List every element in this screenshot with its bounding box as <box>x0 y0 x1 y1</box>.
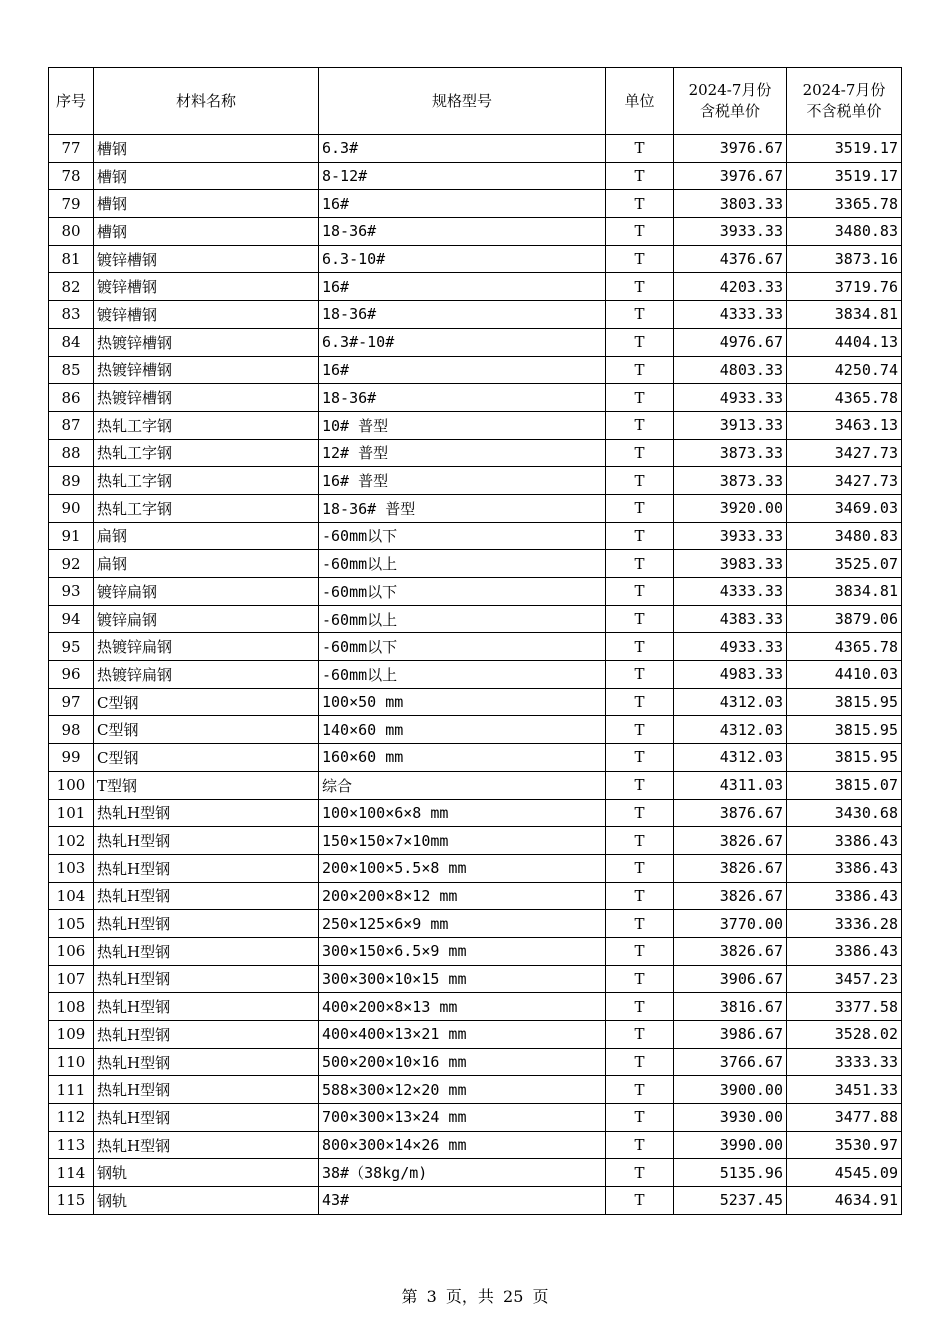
cell-seq: 100 <box>49 771 94 799</box>
cell-price-without-tax: 3530.97 <box>787 1131 902 1159</box>
cell-spec: -60mm以上 <box>319 550 606 578</box>
table-row <box>49 993 902 1021</box>
cell-price-with-tax: 4933.33 <box>674 384 787 412</box>
cell-spec: 160×60 mm <box>319 744 606 772</box>
cell-material-name: 热轧H型钢 <box>94 799 319 827</box>
cell-spec: 140×60 mm <box>319 716 606 744</box>
cell-spec: 8-12# <box>319 162 606 190</box>
cell-unit: T <box>606 1104 674 1132</box>
cell-price-with-tax: 3770.00 <box>674 910 787 938</box>
cell-material-name: T型钢 <box>94 771 319 799</box>
cell-seq: 90 <box>49 494 94 522</box>
header-material-name: 材料名称 <box>94 68 319 135</box>
cell-price-with-tax: 4312.03 <box>674 744 787 772</box>
cell-unit: T <box>606 827 674 855</box>
cell-spec: 18-36# <box>319 301 606 329</box>
cell-seq: 110 <box>49 1048 94 1076</box>
cell-price-with-tax: 5135.96 <box>674 1159 787 1187</box>
cell-price-with-tax: 3933.33 <box>674 218 787 246</box>
cell-unit: T <box>606 218 674 246</box>
header-seq: 序号 <box>49 68 94 135</box>
cell-price-without-tax: 3873.16 <box>787 245 902 273</box>
cell-seq: 108 <box>49 993 94 1021</box>
table-row <box>49 633 902 661</box>
table-row <box>49 744 902 772</box>
cell-material-name: 热镀锌扁钢 <box>94 633 319 661</box>
table-row <box>49 1021 902 1049</box>
cell-unit: T <box>606 162 674 190</box>
table-row <box>49 1076 902 1104</box>
cell-unit: T <box>606 965 674 993</box>
table-row <box>49 965 902 993</box>
cell-price-with-tax: 4312.03 <box>674 716 787 744</box>
cell-material-name: 热轧工字钢 <box>94 439 319 467</box>
table-row <box>49 411 902 439</box>
cell-seq: 93 <box>49 578 94 606</box>
cell-spec: 200×100×5.5×8 mm <box>319 854 606 882</box>
cell-price-with-tax: 3816.67 <box>674 993 787 1021</box>
table-row <box>49 550 902 578</box>
cell-spec: 6.3#-10# <box>319 328 606 356</box>
cell-price-with-tax: 4983.33 <box>674 661 787 689</box>
cell-unit: T <box>606 605 674 633</box>
table-row <box>49 661 902 689</box>
cell-spec: 400×400×13×21 mm <box>319 1021 606 1049</box>
cell-price-with-tax: 3876.67 <box>674 799 787 827</box>
cell-seq: 114 <box>49 1159 94 1187</box>
cell-unit: T <box>606 439 674 467</box>
cell-unit: T <box>606 190 674 218</box>
cell-spec: -60mm以下 <box>319 633 606 661</box>
cell-spec: -60mm以下 <box>319 522 606 550</box>
cell-unit: T <box>606 1131 674 1159</box>
cell-price-without-tax: 3463.13 <box>787 411 902 439</box>
table-row <box>49 301 902 329</box>
cell-price-without-tax: 3427.73 <box>787 467 902 495</box>
cell-seq: 106 <box>49 937 94 965</box>
cell-material-name: 热轧H型钢 <box>94 882 319 910</box>
cell-material-name: 槽钢 <box>94 218 319 246</box>
cell-price-without-tax: 3386.43 <box>787 827 902 855</box>
cell-price-without-tax: 3336.28 <box>787 910 902 938</box>
cell-price-with-tax: 3873.33 <box>674 467 787 495</box>
cell-price-without-tax: 3386.43 <box>787 854 902 882</box>
cell-price-without-tax: 4250.74 <box>787 356 902 384</box>
cell-spec: 18-36# 普型 <box>319 494 606 522</box>
cell-unit: T <box>606 688 674 716</box>
cell-spec: 16# <box>319 190 606 218</box>
table-row <box>49 827 902 855</box>
cell-price-with-tax: 3930.00 <box>674 1104 787 1132</box>
cell-price-without-tax: 4545.09 <box>787 1159 902 1187</box>
cell-seq: 82 <box>49 273 94 301</box>
cell-unit: T <box>606 937 674 965</box>
cell-material-name: 热镀锌槽钢 <box>94 384 319 412</box>
cell-seq: 89 <box>49 467 94 495</box>
cell-material-name: 热轧工字钢 <box>94 467 319 495</box>
table-row <box>49 328 902 356</box>
cell-spec: 200×200×8×12 mm <box>319 882 606 910</box>
cell-spec: -60mm以下 <box>319 578 606 606</box>
table-row <box>49 1131 902 1159</box>
cell-seq: 84 <box>49 328 94 356</box>
cell-seq: 81 <box>49 245 94 273</box>
cell-price-without-tax: 3519.17 <box>787 162 902 190</box>
table-row <box>49 384 902 412</box>
cell-price-without-tax: 3879.06 <box>787 605 902 633</box>
table-row <box>49 273 902 301</box>
cell-seq: 104 <box>49 882 94 910</box>
cell-unit: T <box>606 494 674 522</box>
cell-seq: 102 <box>49 827 94 855</box>
cell-price-with-tax: 3913.33 <box>674 411 787 439</box>
table-row <box>49 605 902 633</box>
header-spec: 规格型号 <box>319 68 606 135</box>
cell-price-without-tax: 3525.07 <box>787 550 902 578</box>
cell-price-without-tax: 4634.91 <box>787 1187 902 1215</box>
cell-seq: 94 <box>49 605 94 633</box>
cell-price-with-tax: 4203.33 <box>674 273 787 301</box>
cell-material-name: 槽钢 <box>94 190 319 218</box>
table-row <box>49 190 902 218</box>
cell-spec: 18-36# <box>319 218 606 246</box>
cell-price-with-tax: 3920.00 <box>674 494 787 522</box>
cell-material-name: 镀锌槽钢 <box>94 273 319 301</box>
table-row <box>49 522 902 550</box>
cell-price-with-tax: 4803.33 <box>674 356 787 384</box>
cell-unit: T <box>606 1159 674 1187</box>
cell-unit: T <box>606 578 674 606</box>
cell-spec: 300×150×6.5×9 mm <box>319 937 606 965</box>
page-prefix: 第 <box>401 1287 418 1306</box>
cell-spec: 700×300×13×24 mm <box>319 1104 606 1132</box>
cell-price-with-tax: 3826.67 <box>674 827 787 855</box>
cell-price-without-tax: 3386.43 <box>787 882 902 910</box>
page-suffix: 页 <box>532 1287 549 1306</box>
cell-price-without-tax: 3477.88 <box>787 1104 902 1132</box>
cell-material-name: 热镀锌槽钢 <box>94 328 319 356</box>
table-body <box>49 135 902 1215</box>
cell-seq: 80 <box>49 218 94 246</box>
cell-unit: T <box>606 661 674 689</box>
table-row <box>49 135 902 163</box>
cell-material-name: C型钢 <box>94 744 319 772</box>
cell-material-name: 热轧工字钢 <box>94 494 319 522</box>
cell-spec: 250×125×6×9 mm <box>319 910 606 938</box>
cell-material-name: 槽钢 <box>94 162 319 190</box>
cell-price-with-tax: 4312.03 <box>674 688 787 716</box>
table-row <box>49 1104 902 1132</box>
cell-spec: 100×100×6×8 mm <box>319 799 606 827</box>
table-row <box>49 937 902 965</box>
cell-spec: 6.3-10# <box>319 245 606 273</box>
cell-seq: 112 <box>49 1104 94 1132</box>
cell-material-name: 热轧H型钢 <box>94 910 319 938</box>
table-row <box>49 771 902 799</box>
header-price-without-tax-period: 2024-7月份 <box>802 81 886 99</box>
cell-unit: T <box>606 633 674 661</box>
cell-price-without-tax: 3333.33 <box>787 1048 902 1076</box>
cell-unit: T <box>606 135 674 163</box>
cell-price-with-tax: 3906.67 <box>674 965 787 993</box>
cell-price-without-tax: 3815.07 <box>787 771 902 799</box>
cell-material-name: 热轧H型钢 <box>94 1048 319 1076</box>
cell-seq: 85 <box>49 356 94 384</box>
table-row <box>49 1187 902 1215</box>
cell-price-with-tax: 3826.67 <box>674 854 787 882</box>
page-total: 25 <box>503 1287 524 1306</box>
cell-price-without-tax: 3386.43 <box>787 937 902 965</box>
cell-material-name: 槽钢 <box>94 135 319 163</box>
table-row <box>49 716 902 744</box>
cell-unit: T <box>606 550 674 578</box>
cell-price-without-tax: 3815.95 <box>787 744 902 772</box>
cell-price-without-tax: 4365.78 <box>787 384 902 412</box>
cell-unit: T <box>606 744 674 772</box>
cell-material-name: 热轧H型钢 <box>94 965 319 993</box>
cell-seq: 115 <box>49 1187 94 1215</box>
header-unit: 单位 <box>606 68 674 135</box>
table-row <box>49 910 902 938</box>
cell-material-name: C型钢 <box>94 688 319 716</box>
cell-unit: T <box>606 910 674 938</box>
cell-price-without-tax: 3834.81 <box>787 578 902 606</box>
cell-price-with-tax: 3983.33 <box>674 550 787 578</box>
header-price-with-tax-period: 2024-7月份 <box>688 81 772 99</box>
cell-material-name: 热轧H型钢 <box>94 993 319 1021</box>
cell-seq: 111 <box>49 1076 94 1104</box>
cell-spec: 12# 普型 <box>319 439 606 467</box>
cell-seq: 98 <box>49 716 94 744</box>
cell-price-with-tax: 4383.33 <box>674 605 787 633</box>
cell-price-without-tax: 3480.83 <box>787 218 902 246</box>
cell-price-without-tax: 4404.13 <box>787 328 902 356</box>
cell-seq: 107 <box>49 965 94 993</box>
cell-material-name: 热轧H型钢 <box>94 854 319 882</box>
cell-seq: 99 <box>49 744 94 772</box>
cell-price-with-tax: 3976.67 <box>674 162 787 190</box>
cell-material-name: 镀锌扁钢 <box>94 578 319 606</box>
cell-unit: T <box>606 467 674 495</box>
cell-price-without-tax: 3480.83 <box>787 522 902 550</box>
cell-price-with-tax: 3766.67 <box>674 1048 787 1076</box>
cell-material-name: 扁钢 <box>94 522 319 550</box>
page-mid: 页，共 <box>445 1287 494 1306</box>
cell-unit: T <box>606 273 674 301</box>
table-row <box>49 799 902 827</box>
cell-seq: 87 <box>49 411 94 439</box>
table-row <box>49 245 902 273</box>
table-row <box>49 688 902 716</box>
cell-seq: 91 <box>49 522 94 550</box>
cell-spec: -60mm以上 <box>319 605 606 633</box>
cell-unit: T <box>606 1048 674 1076</box>
cell-material-name: 钢轨 <box>94 1187 319 1215</box>
cell-price-with-tax: 3803.33 <box>674 190 787 218</box>
header-price-with-tax <box>674 68 787 135</box>
cell-unit: T <box>606 1187 674 1215</box>
price-table <box>48 67 902 1215</box>
cell-spec: 16# <box>319 356 606 384</box>
cell-price-without-tax: 3815.95 <box>787 688 902 716</box>
cell-unit: T <box>606 882 674 910</box>
cell-spec: 43# <box>319 1187 606 1215</box>
cell-material-name: 扁钢 <box>94 550 319 578</box>
table-row <box>49 218 902 246</box>
header-price-without-tax-label: 不含税单价 <box>806 102 882 120</box>
cell-price-without-tax: 3469.03 <box>787 494 902 522</box>
cell-seq: 105 <box>49 910 94 938</box>
cell-price-with-tax: 3826.67 <box>674 937 787 965</box>
cell-material-name: 热轧H型钢 <box>94 1104 319 1132</box>
cell-unit: T <box>606 854 674 882</box>
cell-seq: 113 <box>49 1131 94 1159</box>
table-row <box>49 494 902 522</box>
cell-unit: T <box>606 1021 674 1049</box>
cell-spec: 400×200×8×13 mm <box>319 993 606 1021</box>
cell-spec: 综合 <box>319 771 606 799</box>
cell-unit: T <box>606 799 674 827</box>
cell-material-name: 热轧H型钢 <box>94 827 319 855</box>
cell-material-name: 热轧H型钢 <box>94 1076 319 1104</box>
cell-price-without-tax: 3427.73 <box>787 439 902 467</box>
cell-price-without-tax: 3457.23 <box>787 965 902 993</box>
cell-unit: T <box>606 328 674 356</box>
cell-price-with-tax: 3900.00 <box>674 1076 787 1104</box>
cell-seq: 101 <box>49 799 94 827</box>
table-row <box>49 467 902 495</box>
cell-price-without-tax: 3430.68 <box>787 799 902 827</box>
cell-material-name: 热镀锌槽钢 <box>94 356 319 384</box>
cell-seq: 97 <box>49 688 94 716</box>
table-row <box>49 1048 902 1076</box>
cell-spec: -60mm以上 <box>319 661 606 689</box>
cell-spec: 10# 普型 <box>319 411 606 439</box>
cell-unit: T <box>606 771 674 799</box>
cell-seq: 95 <box>49 633 94 661</box>
cell-spec: 6.3# <box>319 135 606 163</box>
cell-unit: T <box>606 384 674 412</box>
cell-spec: 18-36# <box>319 384 606 412</box>
cell-seq: 77 <box>49 135 94 163</box>
table-header-row <box>49 68 902 135</box>
cell-price-without-tax: 4410.03 <box>787 661 902 689</box>
cell-price-with-tax: 4933.33 <box>674 633 787 661</box>
cell-price-with-tax: 3986.67 <box>674 1021 787 1049</box>
cell-material-name: 镀锌槽钢 <box>94 301 319 329</box>
cell-material-name: 钢轨 <box>94 1159 319 1187</box>
cell-price-without-tax: 3815.95 <box>787 716 902 744</box>
page-current: 3 <box>426 1287 437 1306</box>
table-row <box>49 439 902 467</box>
cell-price-without-tax: 3519.17 <box>787 135 902 163</box>
cell-material-name: 热镀锌扁钢 <box>94 661 319 689</box>
cell-seq: 83 <box>49 301 94 329</box>
cell-spec: 800×300×14×26 mm <box>319 1131 606 1159</box>
cell-price-with-tax: 3990.00 <box>674 1131 787 1159</box>
cell-material-name: C型钢 <box>94 716 319 744</box>
cell-seq: 86 <box>49 384 94 412</box>
cell-price-without-tax: 3451.33 <box>787 1076 902 1104</box>
cell-material-name: 镀锌槽钢 <box>94 245 319 273</box>
cell-price-without-tax: 3528.02 <box>787 1021 902 1049</box>
cell-seq: 103 <box>49 854 94 882</box>
cell-price-with-tax: 3976.67 <box>674 135 787 163</box>
cell-unit: T <box>606 993 674 1021</box>
cell-price-with-tax: 3826.67 <box>674 882 787 910</box>
cell-price-without-tax: 3377.58 <box>787 993 902 1021</box>
cell-material-name: 镀锌扁钢 <box>94 605 319 633</box>
page-footer <box>0 1284 950 1307</box>
cell-unit: T <box>606 522 674 550</box>
cell-price-with-tax: 4311.03 <box>674 771 787 799</box>
cell-spec: 150×150×7×10mm <box>319 827 606 855</box>
table-row <box>49 1159 902 1187</box>
cell-price-without-tax: 3834.81 <box>787 301 902 329</box>
cell-seq: 96 <box>49 661 94 689</box>
cell-spec: 500×200×10×16 mm <box>319 1048 606 1076</box>
cell-price-with-tax: 4976.67 <box>674 328 787 356</box>
cell-unit: T <box>606 356 674 384</box>
cell-spec: 588×300×12×20 mm <box>319 1076 606 1104</box>
cell-seq: 109 <box>49 1021 94 1049</box>
cell-price-with-tax: 3933.33 <box>674 522 787 550</box>
table-row <box>49 854 902 882</box>
cell-unit: T <box>606 301 674 329</box>
table-row <box>49 578 902 606</box>
table-row <box>49 162 902 190</box>
cell-unit: T <box>606 245 674 273</box>
cell-material-name: 热轧H型钢 <box>94 1021 319 1049</box>
cell-seq: 79 <box>49 190 94 218</box>
cell-price-with-tax: 4333.33 <box>674 301 787 329</box>
cell-price-with-tax: 4376.67 <box>674 245 787 273</box>
table-row <box>49 882 902 910</box>
cell-price-with-tax: 5237.45 <box>674 1187 787 1215</box>
cell-unit: T <box>606 1076 674 1104</box>
header-price-with-tax-label: 含税单价 <box>699 102 760 120</box>
cell-unit: T <box>606 716 674 744</box>
cell-spec: 16# <box>319 273 606 301</box>
table-row <box>49 356 902 384</box>
cell-seq: 92 <box>49 550 94 578</box>
cell-material-name: 热轧H型钢 <box>94 937 319 965</box>
cell-unit: T <box>606 411 674 439</box>
cell-price-without-tax: 3719.76 <box>787 273 902 301</box>
cell-price-without-tax: 3365.78 <box>787 190 902 218</box>
cell-seq: 78 <box>49 162 94 190</box>
cell-price-without-tax: 4365.78 <box>787 633 902 661</box>
cell-price-with-tax: 4333.33 <box>674 578 787 606</box>
cell-price-with-tax: 3873.33 <box>674 439 787 467</box>
cell-spec: 100×50 mm <box>319 688 606 716</box>
cell-spec: 38#（38kg/m) <box>319 1159 606 1187</box>
header-price-without-tax <box>787 68 902 135</box>
cell-material-name: 热轧工字钢 <box>94 411 319 439</box>
cell-seq: 88 <box>49 439 94 467</box>
cell-spec: 300×300×10×15 mm <box>319 965 606 993</box>
cell-material-name: 热轧H型钢 <box>94 1131 319 1159</box>
cell-spec: 16# 普型 <box>319 467 606 495</box>
